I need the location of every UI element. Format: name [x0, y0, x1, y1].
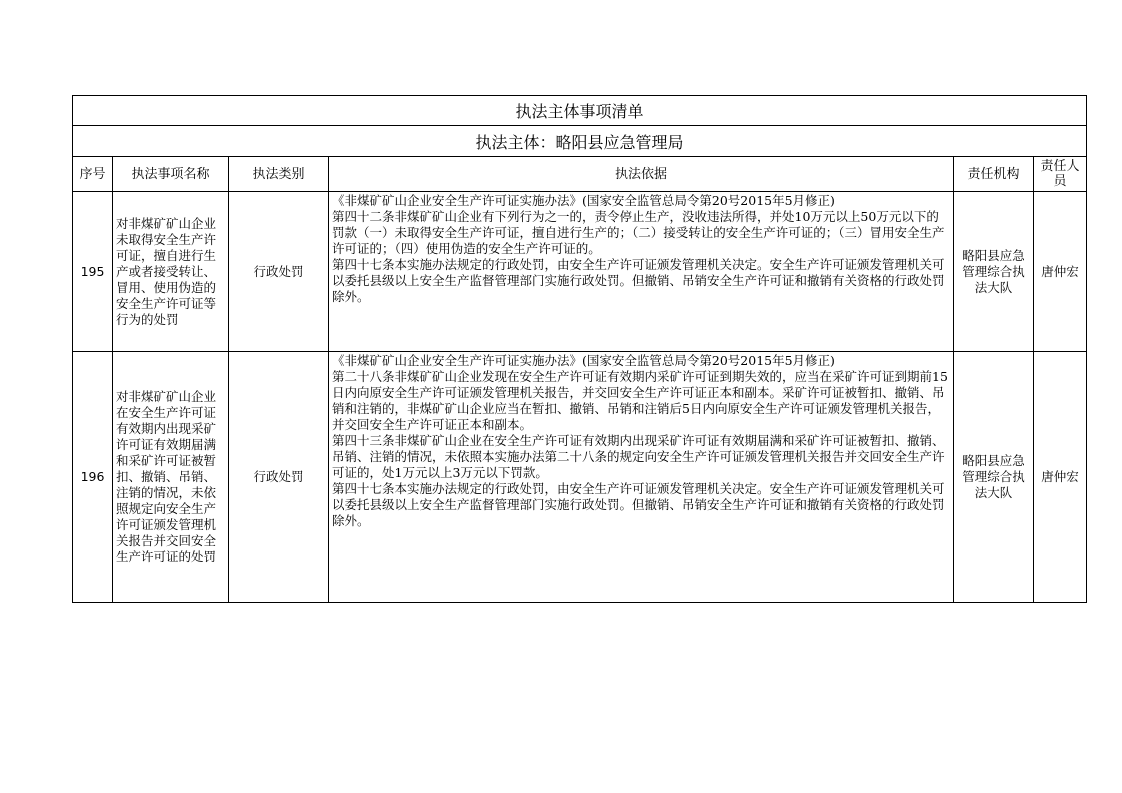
legal-basis [329, 352, 954, 603]
subtitle-row [73, 126, 1087, 157]
header-no: 序号 [73, 157, 113, 192]
responsible-agency: 略阳县应急管理综合执法大队 [954, 352, 1034, 603]
header-agency: 责任机构 [954, 157, 1034, 192]
item-category: 行政处罚 [229, 352, 329, 603]
responsible-person: 唐仲宏 [1034, 352, 1087, 603]
header-basis: 执法依据 [329, 157, 954, 192]
sheet-title: 执法主体事项清单 [73, 96, 1087, 126]
header-person: 责任人员 [1034, 157, 1087, 192]
legal-basis [329, 192, 954, 352]
enforcement-subject: 执法主体：略阳县应急管理局 [73, 126, 1087, 157]
table-row [73, 192, 1087, 352]
title-row [73, 96, 1087, 126]
item-name: 对非煤矿矿山企业未取得安全生产许可证，擅自进行生产或者接受转让、冒用、使用伪造的安全生产许可证等行为的处罚 [113, 192, 229, 352]
basis-paragraph: 第四十七条本实施办法规定的行政处罚，由安全生产许可证颁发管理机关决定。安全生产许可证颁发管理机关可以委托县级以上安全生产监督管理部门实施行政处罚。但撤销、吊销安全生产许可证和撤销有关资格的行政处罚除外。 [332, 481, 945, 528]
basis-paragraph: 第四十三条非煤矿矿山企业在安全生产许可证有效期内出现采矿许可证有效期届满和采矿许可证被暂扣、撤销、吊销、注销的情况，未依照本实施办法第二十八条的规定向安全生产许可证颁发管理机关报告并交回安全生产许可证的，处1万元以上3万元以下罚款。 [332, 433, 945, 480]
item-name: 对非煤矿矿山企业在安全生产许可证有效期内出现采矿许可证有效期届满和采矿许可证被暂扣、撤销、吊销、注销的情况，未依照规定向安全生产许可证颁发管理机关报告并交回安全生产许可证的处罚 [113, 352, 229, 603]
table-row [73, 352, 1087, 603]
basis-paragraph: 第四十二条非煤矿矿山企业有下列行为之一的，责令停止生产，没收违法所得，并处10万元以上50万元以下的罚款（一）未取得安全生产许可证，擅自进行生产的；（二）接受转让的安全生产许可证的；（三）冒用安全生产许可证的；（四）使用伪造的安全生产许可证的。 [332, 209, 945, 256]
row-number: 195 [73, 192, 113, 352]
basis-paragraph: 《非煤矿矿山企业安全生产许可证实施办法》(国家安全监管总局令第20号2015年5月修正) [332, 353, 835, 368]
header-category: 执法类别 [229, 157, 329, 192]
basis-paragraph: 《非煤矿矿山企业安全生产许可证实施办法》(国家安全监管总局令第20号2015年5月修正) [332, 193, 835, 208]
item-category: 行政处罚 [229, 192, 329, 352]
basis-paragraph: 第二十八条非煤矿矿山企业发现在安全生产许可证有效期内采矿许可证到期失效的，应当在采矿许可证到期前15日内向原安全生产许可证颁发管理机关报告，并交回安全生产许可证正本和副本。采矿许可证被暂扣、撤销、吊销和注销的，非煤矿矿山企业应当在暂扣、撤销、吊销和注销后5日内向原安全生产许可证颁发管理机关报告，并交回安全生产许可证正本和副本。 [332, 369, 948, 432]
row-number: 196 [73, 352, 113, 603]
enforcement-table [72, 95, 1087, 603]
header-row [73, 157, 1087, 192]
responsible-person: 唐仲宏 [1034, 192, 1087, 352]
basis-paragraph: 第四十七条本实施办法规定的行政处罚，由安全生产许可证颁发管理机关决定。安全生产许可证颁发管理机关可以委托县级以上安全生产监督管理部门实施行政处罚。但撤销、吊销安全生产许可证和撤销有关资格的行政处罚除外。 [332, 257, 945, 304]
header-item-name: 执法事项名称 [113, 157, 229, 192]
responsible-agency: 略阳县应急管理综合执法大队 [954, 192, 1034, 352]
